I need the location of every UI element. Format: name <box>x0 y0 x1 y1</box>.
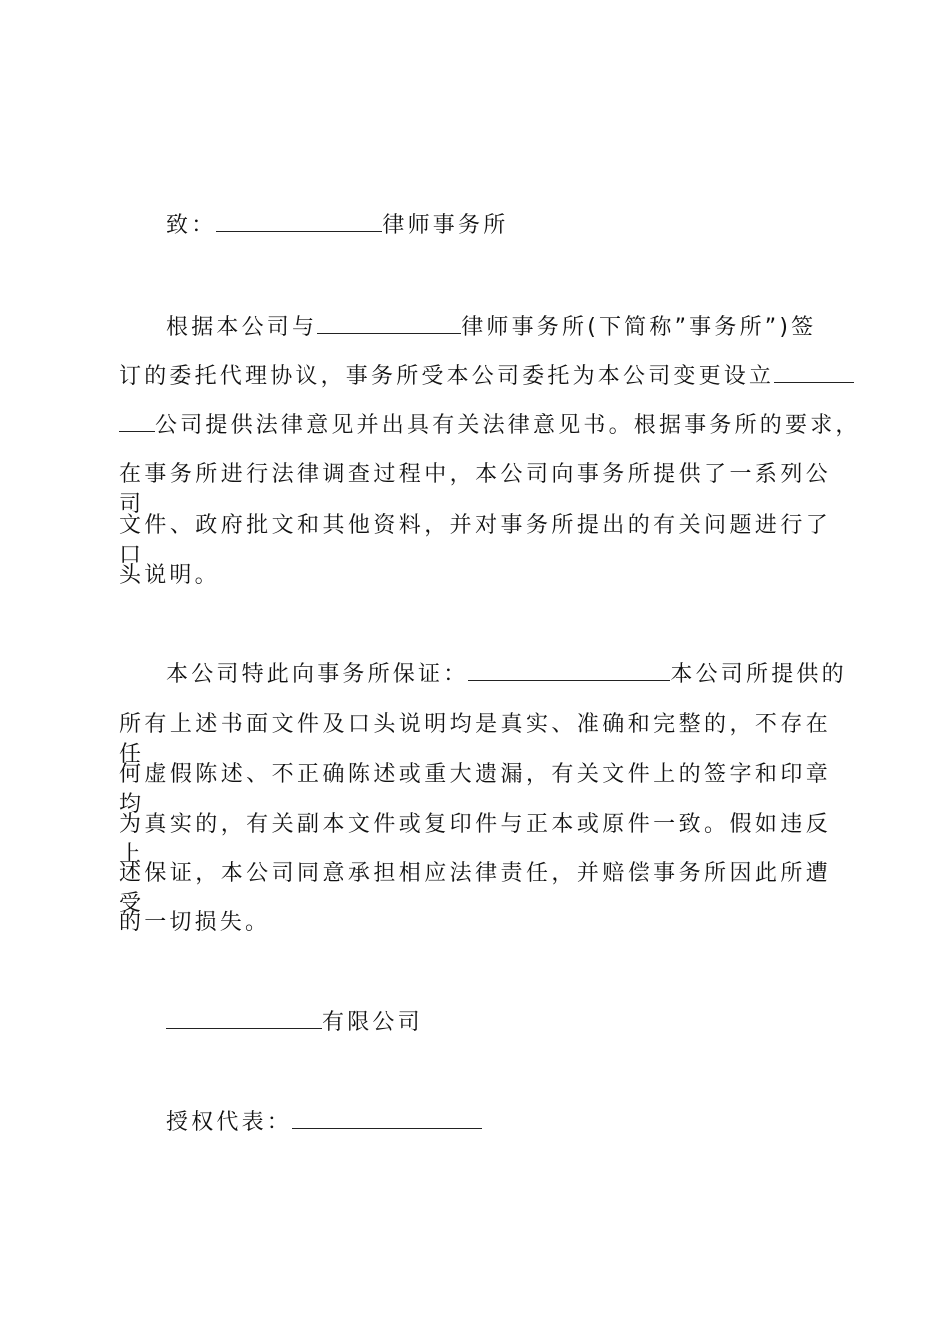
company-name-blank <box>166 1008 322 1029</box>
company-line <box>119 1008 831 1038</box>
addressee-suffix: 律师事务所 <box>382 213 509 238</box>
p1-company-blank-b <box>119 411 155 432</box>
p2-line1-suffix: 本公司所提供的 <box>670 662 847 687</box>
p1-company-blank-a <box>774 362 854 383</box>
paragraph1-line5: 文件、政府批文和其他资料，并对事务所提出的有关问题进行了口 <box>119 513 831 568</box>
paragraph2-line1 <box>119 660 847 690</box>
paragraph1-line3 <box>119 411 861 441</box>
p2-line1-prefix: 本公司特此向事务所保证： <box>166 662 469 687</box>
law-firm-blank <box>216 211 382 232</box>
addressee-line <box>119 211 831 241</box>
representative-line <box>119 1108 831 1138</box>
addressee-prefix: 致： <box>166 213 217 238</box>
representative-label: 授权代表： <box>166 1110 293 1135</box>
paragraph2-line3: 何虚假陈述、不正确陈述或重大遗漏，有关文件上的签字和印章均 <box>119 762 831 817</box>
paragraph2-line6: 的一切损失。 <box>119 910 271 935</box>
paragraph1-line6: 头说明。 <box>119 563 220 588</box>
p1-law-firm-blank <box>317 313 461 334</box>
representative-blank <box>292 1108 482 1129</box>
p1-line3-text: 公司提供法律意见并出具有关法律意见书。根据事务所的要求， <box>155 413 861 438</box>
paragraph2-line5: 述保证，本公司同意承担相应法律责任，并赔偿事务所因此所遭受 <box>119 861 831 916</box>
company-suffix: 有限公司 <box>322 1010 423 1035</box>
paragraph1-line2 <box>119 362 831 392</box>
paragraph2-line4: 为真实的，有关副本文件或复印件与正本或原件一致。假如违反上 <box>119 812 831 867</box>
paragraph1-line1 <box>119 313 831 343</box>
p1-line1-suffix: 律师事务所(下简称”事务所”)签 <box>461 315 817 340</box>
paragraph2-line2: 所有上述书面文件及口头说明均是真实、准确和完整的，不存在任 <box>119 712 831 767</box>
p2-guarantee-blank <box>468 660 670 681</box>
p1-line2-text: 订的委托代理协议，事务所受本公司委托为本公司变更设立 <box>119 364 775 389</box>
paragraph1-line4: 在事务所进行法律调查过程中，本公司向事务所提供了一系列公司 <box>119 462 831 517</box>
p1-line1-prefix: 根据本公司与 <box>166 315 318 340</box>
